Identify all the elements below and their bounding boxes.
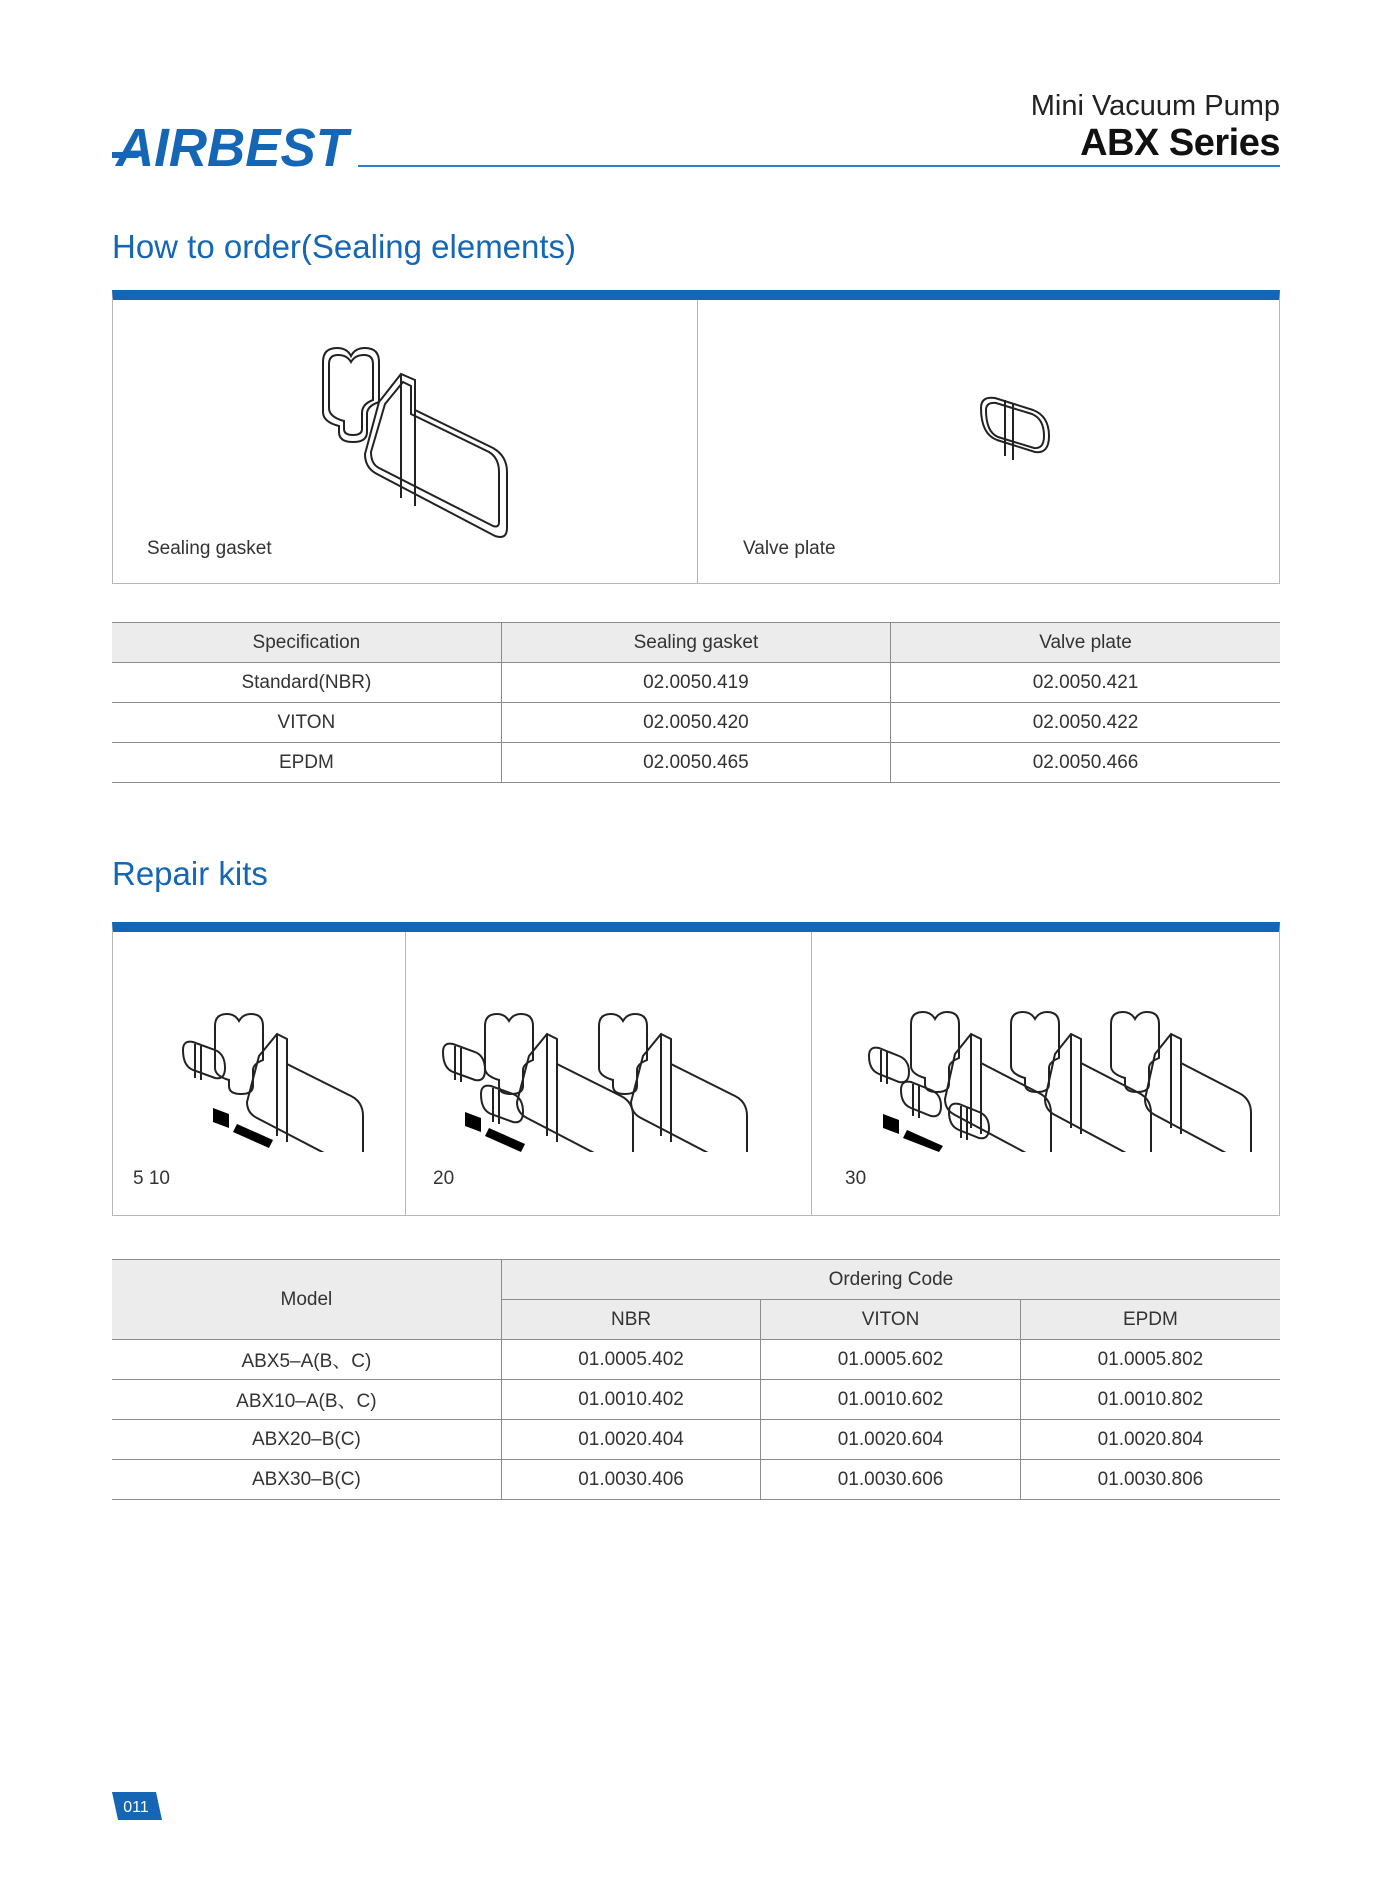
code-cell: 01.0020.604 <box>761 1420 1021 1460</box>
header-subtitle: Mini Vacuum Pump <box>1030 90 1280 122</box>
header-ordering-code: Ordering Code <box>501 1260 1280 1300</box>
header-series: ABX Series <box>1080 122 1280 164</box>
header-sealing-gasket: Sealing gasket <box>501 623 890 663</box>
repair-kit-5-10-caption: 5 10 <box>133 1168 170 1189</box>
model-cell: ABX30–B(C) <box>112 1460 501 1500</box>
code-cell: 01.0030.606 <box>761 1460 1021 1500</box>
code-cell: 01.0020.404 <box>501 1420 761 1460</box>
table-header-row <box>112 1260 1280 1300</box>
repair-kit-5-10-icon <box>173 972 393 1152</box>
sealing-images-panel <box>112 290 1280 584</box>
page-number: 011 <box>123 1799 149 1816</box>
code-cell: 02.0050.465 <box>501 743 890 783</box>
spec-cell: VITON <box>112 703 501 743</box>
header-model: Model <box>112 1260 501 1340</box>
code-cell: 01.0020.804 <box>1020 1420 1280 1460</box>
header-viton: VITON <box>761 1300 1021 1340</box>
code-cell: 02.0050.422 <box>891 703 1280 743</box>
table-row <box>112 743 1280 783</box>
repair-kit-30-caption: 30 <box>845 1168 867 1189</box>
table-row <box>112 1380 1280 1420</box>
repair-kit-30-icon <box>865 972 1265 1152</box>
svg-text:AIRBEST: AIRBEST <box>114 118 352 174</box>
table-row <box>112 663 1280 703</box>
code-cell: 01.0030.806 <box>1020 1460 1280 1500</box>
page-number-badge <box>112 1792 162 1820</box>
code-cell: 02.0050.421 <box>891 663 1280 703</box>
code-cell: 02.0050.466 <box>891 743 1280 783</box>
code-cell: 01.0005.602 <box>761 1340 1021 1380</box>
header-epdm: EPDM <box>1020 1300 1280 1340</box>
header-nbr: NBR <box>501 1300 761 1340</box>
code-cell: 01.0030.406 <box>501 1460 761 1500</box>
code-cell: 01.0005.402 <box>501 1340 761 1380</box>
model-cell: ABX20–B(C) <box>112 1420 501 1460</box>
panel-divider <box>405 932 406 1215</box>
repair-kit-20-caption: 20 <box>433 1168 455 1189</box>
table-row <box>112 1340 1280 1380</box>
valve-plate-caption: Valve plate <box>743 538 836 559</box>
repair-kits-panel <box>112 922 1280 1216</box>
panel-divider <box>697 300 698 583</box>
code-cell: 01.0010.802 <box>1020 1380 1280 1420</box>
code-cell: 02.0050.419 <box>501 663 890 703</box>
repair-kits-table <box>112 1259 1280 1500</box>
repair-kit-20-icon <box>435 972 795 1152</box>
spec-cell: Standard(NBR) <box>112 663 501 703</box>
code-cell: 02.0050.420 <box>501 703 890 743</box>
table-row <box>112 1420 1280 1460</box>
table-header-row <box>112 623 1280 663</box>
repair-section-title: Repair kits <box>112 855 268 892</box>
header-valve-plate: Valve plate <box>891 623 1280 663</box>
valve-plate-icon <box>971 390 1061 470</box>
code-cell: 01.0010.402 <box>501 1380 761 1420</box>
sealing-gasket-caption: Sealing gasket <box>147 538 272 559</box>
header-rule <box>358 165 1280 167</box>
panel-divider <box>811 932 812 1215</box>
model-cell: ABX5–A(B、C) <box>112 1340 501 1380</box>
table-row <box>112 1460 1280 1500</box>
code-cell: 01.0010.602 <box>761 1380 1021 1420</box>
table-row <box>112 703 1280 743</box>
model-cell: ABX10–A(B、C) <box>112 1380 501 1420</box>
sealing-gasket-icon <box>303 340 523 540</box>
code-cell: 01.0005.802 <box>1020 1340 1280 1380</box>
airbest-logo <box>112 118 352 174</box>
sealing-elements-table <box>112 622 1280 783</box>
sealing-section-title: How to order(Sealing elements) <box>112 228 577 265</box>
spec-cell: EPDM <box>112 743 501 783</box>
header-specification: Specification <box>112 623 501 663</box>
